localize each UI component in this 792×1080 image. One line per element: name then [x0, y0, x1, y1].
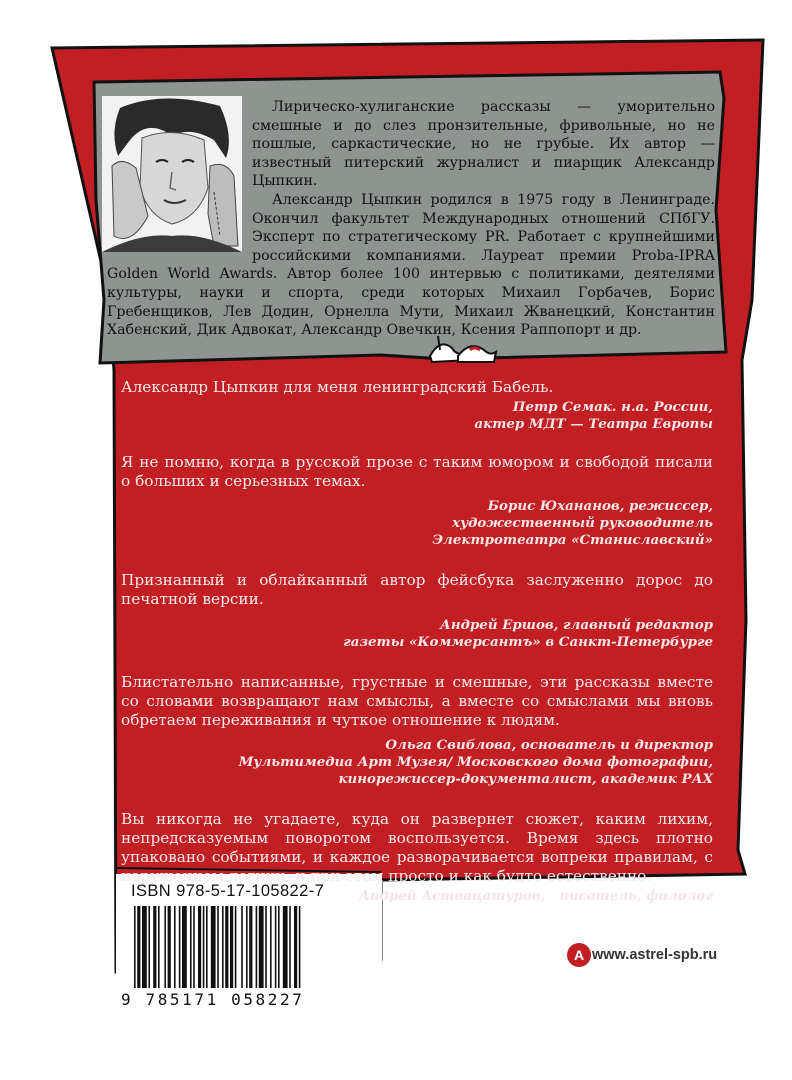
- barcode-bar: [294, 906, 297, 988]
- barcode-bar: [265, 906, 267, 988]
- barcode-bar: [203, 906, 205, 988]
- barcode-bar: [225, 906, 228, 988]
- barcode-bar: [256, 906, 258, 988]
- review-3: [121, 571, 713, 651]
- photo-space: [101, 96, 244, 246]
- barcode-bar: [153, 906, 156, 988]
- barcode-bar: [246, 906, 248, 988]
- barcode-bar: [222, 906, 224, 988]
- author-paragraph-2: Александр Цыпкин родился в 1975 году в Ленинграде. Окончил факультет Международных отношений СПбГУ. Эксперт по стратегическому PR. Работает с крупнейшими российскими компаниями. Лауреат премии Proba-IPRA Golden World Awards. Автор более 100 интервью с политиками, деятелями культуры, науки и спорта, среди которых Михаил Горбачев, Борис Гребенщиков, Лев Додин, Орнелла Мути, Михаил Жванецкий, Константин Хабенский, Дик Адвокат, Александр Овечкин, Ксения Раппопорт и др.: [107, 191, 715, 339]
- review-2: [121, 453, 713, 550]
- review-attribution: [121, 737, 713, 788]
- barcode-bar: [158, 906, 160, 988]
- barcode-bar: [217, 906, 219, 988]
- attribution-line: Андрей Аствацатуров, писатель, филолог: [358, 887, 713, 904]
- attribution-line: кинорежиссер-документалист, академик РАХ: [338, 771, 713, 788]
- barcode-bar: [289, 906, 291, 988]
- attribution-line: Андрей Ершов, главный редактор: [439, 616, 713, 633]
- barcode-bar: [182, 906, 187, 988]
- barcode-bar: [241, 906, 243, 988]
- attribution-line: художественный руководитель: [452, 515, 713, 532]
- review-quote: Признанный и облайканный автор фейсбука заслуженно дорос до печатной версии.: [121, 571, 713, 609]
- review-quote: Я не помню, когда в русской прозе с таким юмором и свободой писали о больших и серьезных темах.: [121, 452, 713, 490]
- barcode-bar: [174, 906, 176, 988]
- barcode-bar: [142, 906, 147, 988]
- barcode-bar: [148, 906, 150, 988]
- attribution-line: Петр Семак. н.а. России,: [512, 398, 713, 415]
- barcode-bar: [198, 906, 201, 988]
- barcode-bar: [259, 906, 264, 988]
- barcode-bar: [137, 906, 140, 988]
- barcode-bar: [283, 906, 288, 988]
- attribution-line: Ольга Свиблова, основатель и директор: [385, 737, 713, 754]
- barcode-bar: [270, 906, 272, 988]
- barcode-bar: [164, 906, 166, 988]
- publisher-website[interactable]: www.astrel-spb.ru: [592, 947, 718, 963]
- barcode-bar: [235, 906, 237, 988]
- barcode-bar: [193, 906, 195, 988]
- barcode-bar: [230, 906, 233, 988]
- barcode-bars: [134, 906, 300, 988]
- attribution-line: газеты «Коммерсантъ» в Санкт-Петербурге: [343, 633, 713, 650]
- attribution-line: Электротеатра «Станиславский»: [432, 532, 713, 549]
- barcode-bar: [179, 906, 181, 988]
- barcode-bar: [299, 906, 301, 988]
- author-description: [107, 98, 715, 340]
- isbn-label: ISBN 978-5-17-105822-7: [131, 882, 325, 900]
- reviews-list: [121, 378, 713, 905]
- publisher-logo-letter: A: [573, 947, 585, 963]
- barcode-bar: [190, 906, 192, 988]
- attribution-line: актер МДТ — Театра Европы: [474, 415, 713, 432]
- review-quote: Александр Цыпкин для меня ленинградский Бабель.: [121, 378, 554, 396]
- barcode-bar: [206, 906, 208, 988]
- review-attribution: [121, 498, 713, 549]
- barcode-bar: [134, 906, 136, 988]
- attribution-line: Борис Юхананов, режиссер,: [487, 498, 713, 515]
- review-quote: Вы никогда не угадаете, куда он развернет сюжет, каким лихим, непредсказуемым поворотом воспользуется. Время здесь плотно упаковано событиями, и каждое разворачивается вопреки правилам, с нарушением логики, и при этом просто и как будто естественно.: [121, 810, 713, 885]
- barcode-bar: [275, 906, 277, 988]
- review-attribution: [121, 399, 713, 433]
- barcode-bar: [168, 906, 171, 988]
- barcode-bar: [249, 906, 252, 988]
- attribution-line: Мультимедиа Арт Музея/ Московского дома фотографии,: [238, 754, 713, 771]
- review-1: [121, 378, 713, 433]
- barcode-bar: [211, 906, 216, 988]
- author-paragraph-1: Лирическо-хулиганские рассказы — уморительно смешные и до слез пронзительные, фривольные, но не пошлые, саркастические, но не грубые. Их автор — известный питерский журналист и пиарщик Александр Цыпкин.: [252, 99, 715, 190]
- review-4: [121, 673, 713, 788]
- barcode-digits: 9 785171 058227: [121, 990, 305, 1009]
- review-quote: Блистательно написанные, грустные и смешные, эти рассказы вместе со словами возвращают нам смыслы, а вместе со смыслами мы вновь обретаем переживания и чуткое отношение к людям.: [121, 672, 713, 729]
- barcode-bar: [278, 906, 280, 988]
- review-attribution: [121, 617, 713, 651]
